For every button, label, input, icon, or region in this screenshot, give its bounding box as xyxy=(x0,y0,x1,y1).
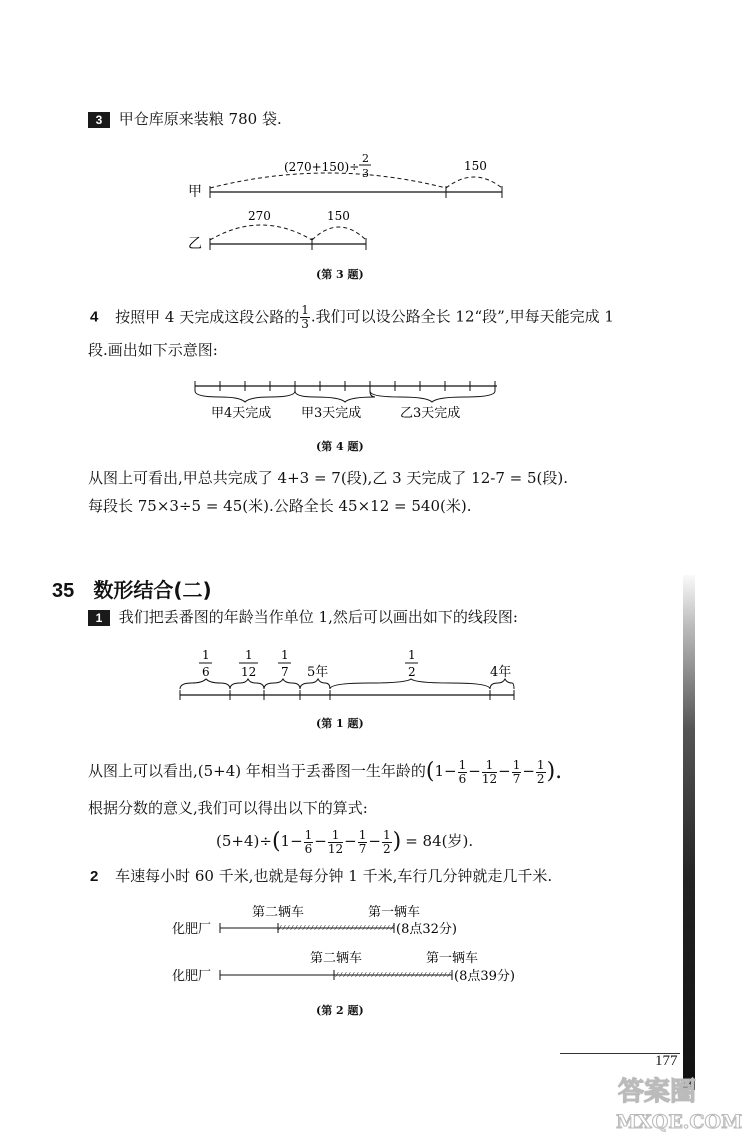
problem-4-frac-den: 3 xyxy=(301,317,309,331)
formula-paren-close: ) xyxy=(392,829,402,854)
problem-4-fraction xyxy=(300,304,310,331)
problem-3-text: 甲仓库原来装粮 780 袋. xyxy=(118,110,282,128)
p1-label-f3 xyxy=(278,648,291,679)
row2-factory-label: 化肥厂 xyxy=(172,969,212,984)
jia-arc-1-prefix: (270+150)÷ xyxy=(284,160,360,174)
problem-4-diagram xyxy=(185,376,505,426)
p1-line1-frac-1: $\frac{1}{6}$ xyxy=(458,757,467,786)
p4-brace-1 xyxy=(195,391,295,402)
formula-result: = 84(岁). xyxy=(405,832,474,850)
problem-4-line-2: 段.画出如下示意图: xyxy=(88,341,218,359)
p4-brace-3 xyxy=(370,391,495,402)
problem-35-1-statement xyxy=(88,607,518,627)
p1-line1-text: 从图上可以看出,(5+4) 年相当于丢番图一生年龄的 xyxy=(88,762,426,780)
p1-brace-3 xyxy=(264,679,300,689)
problem-35-2-number: 2 xyxy=(90,868,99,885)
svg-text:1: 1 xyxy=(408,648,416,662)
p1-label-f1 xyxy=(199,648,212,679)
page-edge-bar xyxy=(683,575,695,1090)
svg-text:6: 6 xyxy=(202,665,210,679)
yi-arc-2 xyxy=(312,227,366,240)
problem-4-line-1-a: 按照甲 4 天完成这段公路的 xyxy=(115,307,300,326)
p1-brace-6 xyxy=(490,679,514,689)
formula-frac-3: $\frac{1}{7}$ xyxy=(358,827,367,856)
problem-35-1-badge: 1 xyxy=(88,610,110,626)
problem-35-2-diagram xyxy=(170,896,550,996)
row1-time-label: (8点32分) xyxy=(396,922,457,937)
svg-text:1: 1 xyxy=(245,648,253,662)
problem-4-frac-num: 1 xyxy=(301,303,309,317)
yi-arc-2-label: 150 xyxy=(327,209,350,223)
row1-car2-label: 第二辆车 xyxy=(252,905,305,920)
yi-arc-1-label: 270 xyxy=(248,209,271,223)
jia-arc-1-num: 2 xyxy=(362,152,369,165)
watermark-logo xyxy=(610,1070,745,1135)
formula-minus-1: − xyxy=(314,832,327,850)
svg-text:7: 7 xyxy=(281,665,289,679)
p1-brace-1 xyxy=(180,679,230,689)
p4-label-1: 甲4天完成 xyxy=(211,406,272,421)
problem-4-caption: (第 4 题) xyxy=(316,440,364,453)
formula-paren-open: ( xyxy=(271,829,281,854)
formula-frac-1: $\frac{1}{6}$ xyxy=(304,827,313,856)
problem-4-line-1-b: .我们可以设公路全长 12“段”,甲每天能完成 1 xyxy=(310,307,614,326)
row1-factory-label: 化肥厂 xyxy=(172,922,212,937)
problem-35-1-diagram xyxy=(170,644,520,706)
problem-4-number: 4 xyxy=(90,308,99,326)
problem-3-badge: 3 xyxy=(88,112,110,128)
row2-time-label: (8点39分) xyxy=(454,969,515,984)
svg-text:1: 1 xyxy=(202,648,210,662)
problem-3-diagram xyxy=(180,148,520,258)
jia-arc-1 xyxy=(210,173,446,188)
label-yi: 乙 xyxy=(188,236,202,252)
p1-label-f2 xyxy=(239,648,258,679)
problem-4-result-1: 从图上可看出,甲总共完成了 4+3 = 7(段),乙 3 天完成了 12-7 = 5(段). xyxy=(88,469,568,487)
p4-brace-2 xyxy=(295,391,375,402)
p1-label-f4 xyxy=(405,648,418,679)
page-number: 177 xyxy=(655,1053,678,1069)
problem-35-1-line-2: 根据分数的意义,我们可以得出以下的算式: xyxy=(88,799,368,817)
p1-line1-minus-1: − xyxy=(468,762,481,780)
yi-arc-1 xyxy=(210,225,312,240)
problem-3-statement xyxy=(88,109,282,129)
p1-brace-5 xyxy=(330,679,490,689)
section-heading xyxy=(52,574,212,603)
svg-text:1: 1 xyxy=(281,648,289,662)
formula-start: (5+4)÷ xyxy=(216,832,272,850)
p1-line1-minus-3: − xyxy=(522,762,535,780)
svg-text:2: 2 xyxy=(408,665,416,679)
jia-arc-1-den: 3 xyxy=(362,167,369,180)
svg-text:12: 12 xyxy=(241,665,257,679)
p1-line1-end: ). xyxy=(546,759,563,784)
formula-frac-2: $\frac{1}{12}$ xyxy=(327,827,344,856)
p1-brace-4 xyxy=(300,679,330,689)
jia-arc-2-label: 150 xyxy=(464,159,487,173)
row2-car2-label: 第二辆车 xyxy=(310,951,363,966)
p1-line1-minus-2: − xyxy=(498,762,511,780)
problem-35-2-text: 车速每小时 60 千米,也就是每分钟 1 千米,车行几分钟就走几千米. xyxy=(115,867,553,885)
svg-text:答案圈: 答案圈 xyxy=(618,1077,697,1107)
p1-label-5-years: 5年 xyxy=(307,665,329,680)
p1-brace-2 xyxy=(230,679,264,689)
problem-35-1-formula xyxy=(216,826,473,857)
p1-line1-frac-3: $\frac{1}{7}$ xyxy=(512,757,521,786)
p1-line1-paren-open: ( xyxy=(425,759,435,784)
problem-4-result-2: 每段长 75×3÷5 = 45(米).公路全长 45×12 = 540(米). xyxy=(88,497,472,515)
problem-35-1-caption: (第 1 题) xyxy=(316,717,364,730)
p1-line1-one-minus: 1− xyxy=(434,762,457,780)
formula-one-minus: 1− xyxy=(280,832,303,850)
problem-35-2-statement xyxy=(90,866,552,887)
section-number: 35 xyxy=(52,580,75,602)
problem-35-1-text: 我们把丢番图的年龄当作单位 1,然后可以画出如下的线段图: xyxy=(118,608,518,626)
problem-3-caption: (第 3 题) xyxy=(316,268,364,281)
formula-minus-3: − xyxy=(368,832,381,850)
formula-minus-2: − xyxy=(344,832,357,850)
problem-35-2-caption: (第 2 题) xyxy=(316,1004,364,1017)
problem-4-line-1 xyxy=(90,304,614,331)
p1-label-4-years: 4年 xyxy=(490,665,512,680)
label-jia: 甲 xyxy=(188,184,202,200)
p1-line1-frac-4: $\frac{1}{2}$ xyxy=(536,757,545,786)
jia-arc-2 xyxy=(446,177,502,188)
p4-label-2: 甲3天完成 xyxy=(301,406,362,421)
section-title: 数形结合(二) xyxy=(93,578,212,602)
p4-label-3: 乙3天完成 xyxy=(400,406,461,421)
row2-car1-label: 第一辆车 xyxy=(426,951,479,966)
row1-car1-label: 第一辆车 xyxy=(368,905,421,920)
problem-35-1-line-1 xyxy=(88,756,562,787)
formula-frac-4: $\frac{1}{2}$ xyxy=(382,827,391,856)
svg-text:MXQE.COM: MXQE.COM xyxy=(616,1111,743,1133)
p1-line1-frac-2: $\frac{1}{12}$ xyxy=(481,757,498,786)
